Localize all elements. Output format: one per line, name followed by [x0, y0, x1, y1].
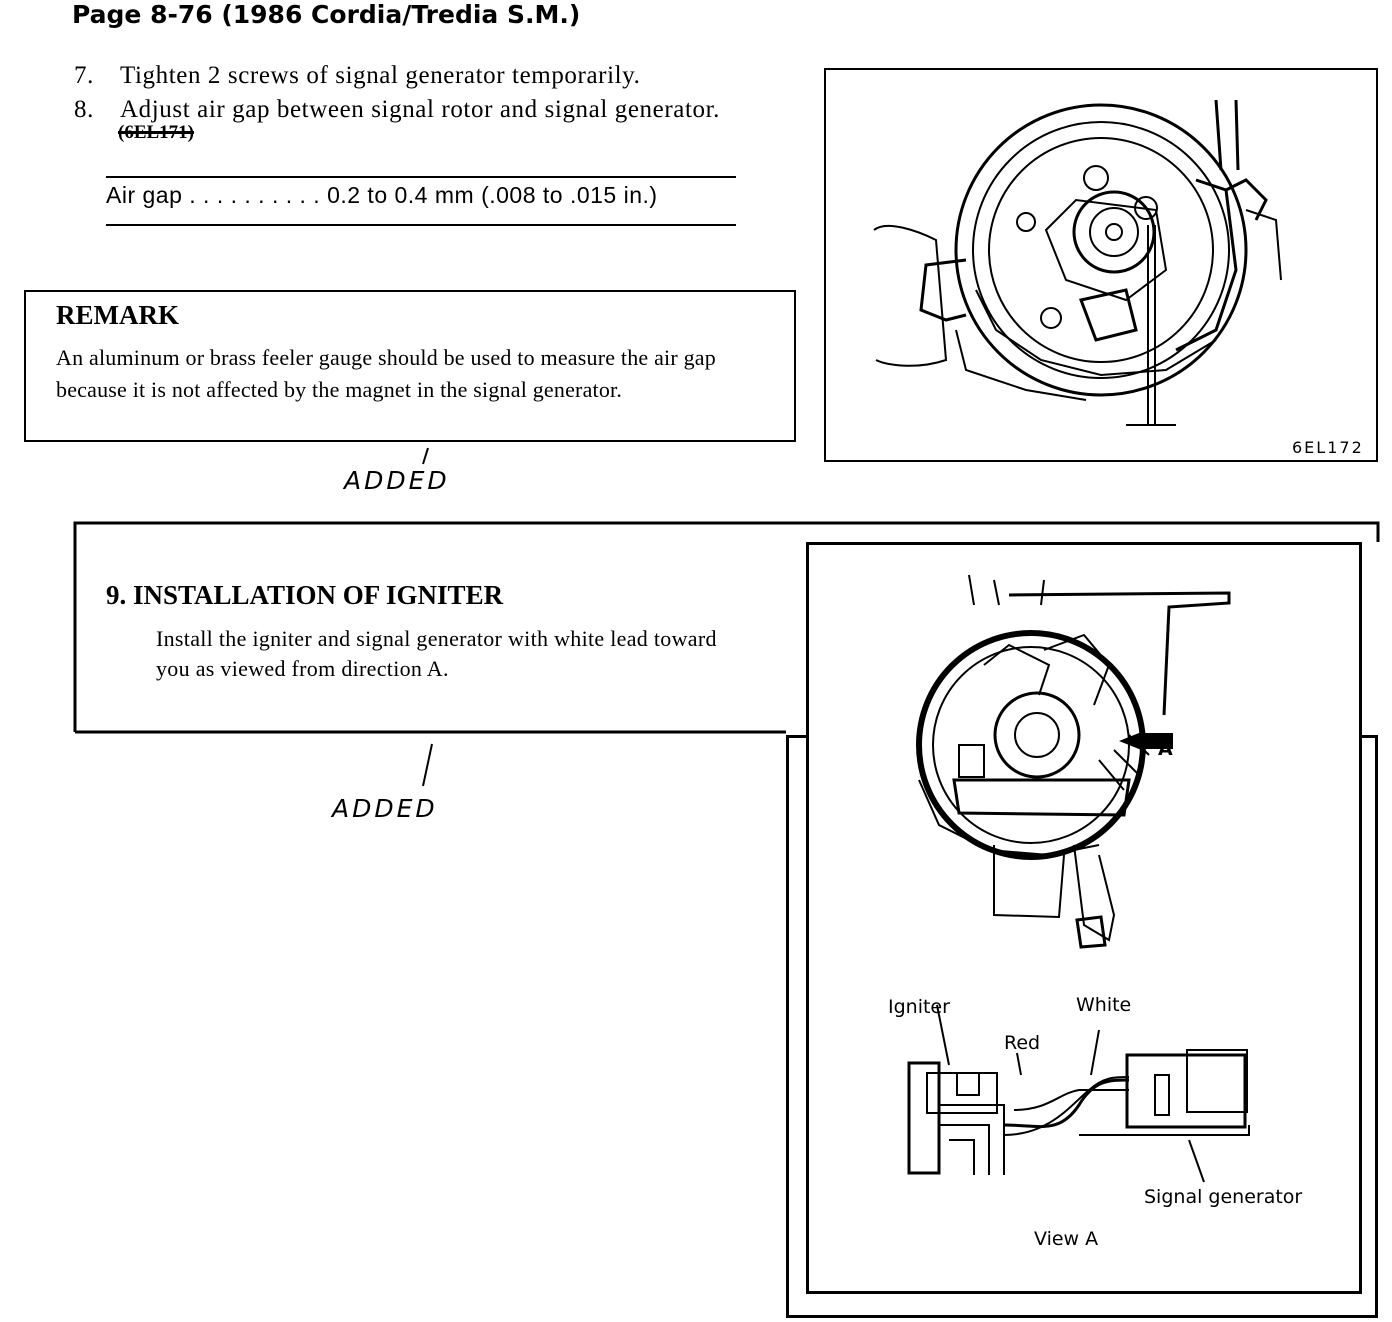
step-7	[74, 62, 641, 90]
view-a-label: View A	[1034, 1228, 1099, 1250]
figure-1-code: 6EL172	[1292, 438, 1364, 457]
step-8-number: 8.	[74, 96, 94, 123]
remark-body: An aluminum or brass feeler gauge should be used to measure the air gap because it is not affected by the magnet in the signal generator.	[56, 345, 716, 402]
section-9-body: Install the igniter and signal generator with white lead toward you as viewed from direction A.	[156, 626, 717, 681]
struck-figure-reference: (6EL171)	[118, 122, 194, 143]
section-9-title: 9. INSTALLATION OF IGNITER	[106, 580, 504, 610]
spec-top-rule	[106, 176, 736, 178]
red-lead-label: Red	[1004, 1032, 1041, 1054]
white-lead-label: White	[1076, 994, 1132, 1016]
step-7-number: 7.	[74, 62, 94, 89]
signal-generator-label: Signal generator	[1144, 1186, 1303, 1208]
remark-title: REMARK	[56, 300, 179, 330]
air-gap-spec: Air gap . . . . . . . . . . 0.2 to 0.4 mm (.008 to .015 in.)	[106, 182, 658, 208]
page-header: Page 8-76 (1986 Cordia/Tredia S.M.)	[72, 0, 581, 29]
added-1-pointer	[418, 446, 432, 468]
added-annotation-1: ADDED	[344, 466, 450, 495]
igniter-installation-illustration	[809, 545, 1359, 1291]
distributor-air-gap-illustration	[826, 70, 1376, 460]
igniter-label: Igniter	[888, 996, 950, 1018]
step-7-text: Tighten 2 screws of signal generator temporarily.	[120, 62, 641, 89]
step-8-text: Adjust air gap between signal rotor and signal generator.	[120, 96, 721, 123]
direction-a-label: A	[1158, 738, 1173, 760]
added-2-pointer	[420, 742, 436, 790]
spec-bottom-rule	[106, 224, 736, 226]
step-8	[74, 96, 720, 124]
added-annotation-2: ADDED	[332, 794, 438, 823]
